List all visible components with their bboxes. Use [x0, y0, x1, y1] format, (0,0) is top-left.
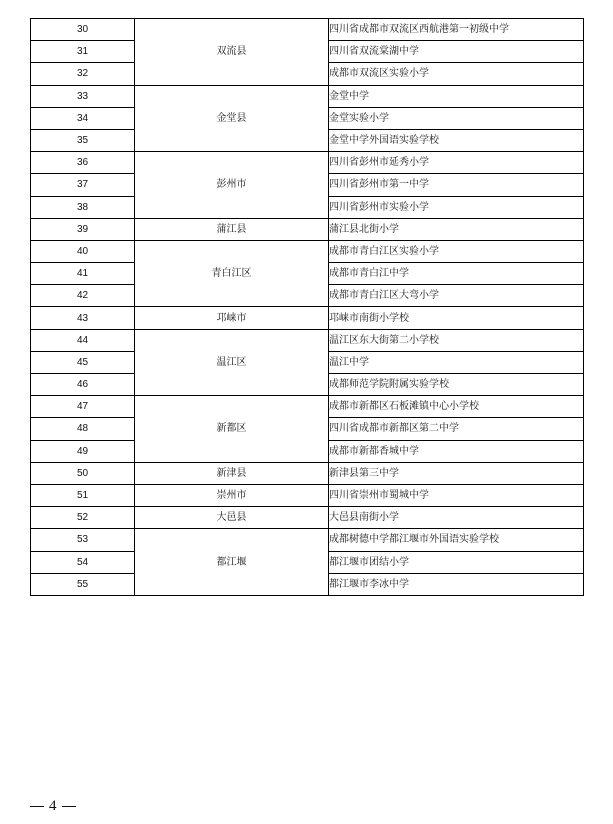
row-number-cell: 50 — [31, 462, 135, 484]
row-number-cell: 45 — [31, 351, 135, 373]
school-table — [30, 18, 584, 596]
table-row — [31, 307, 584, 329]
school-name-cell: 四川省双流棠湖中学 — [329, 41, 584, 63]
row-number-cell: 49 — [31, 440, 135, 462]
row-number-cell: 31 — [31, 41, 135, 63]
county-cell: 蒲江县 — [135, 218, 329, 240]
school-name-cell: 邛崃市南街小学校 — [329, 307, 584, 329]
row-number-cell: 47 — [31, 396, 135, 418]
school-name-cell: 温江区东大街第二小学校 — [329, 329, 584, 351]
county-cell: 温江区 — [135, 329, 329, 396]
row-number-cell: 51 — [31, 484, 135, 506]
row-number-cell: 30 — [31, 19, 135, 41]
school-name-cell: 成都市新都香城中学 — [329, 440, 584, 462]
row-number-cell: 34 — [31, 107, 135, 129]
table-row — [31, 462, 584, 484]
county-cell: 彭州市 — [135, 152, 329, 219]
row-number-cell: 48 — [31, 418, 135, 440]
county-cell: 金堂县 — [135, 85, 329, 152]
table-row — [31, 484, 584, 506]
school-name-cell: 四川省成都市双流区西航港第一初级中学 — [329, 19, 584, 41]
county-cell: 新津县 — [135, 462, 329, 484]
table-row — [31, 240, 584, 262]
school-name-cell: 四川省崇州市蜀城中学 — [329, 484, 584, 506]
school-name-cell: 都江堰市李冰中学 — [329, 573, 584, 595]
row-number-cell: 36 — [31, 152, 135, 174]
row-number-cell: 33 — [31, 85, 135, 107]
page-number — [30, 798, 76, 815]
school-name-cell: 成都树德中学都江堰市外国语实验学校 — [329, 529, 584, 551]
school-name-cell: 成都市双流区实验小学 — [329, 63, 584, 85]
row-number-cell: 40 — [31, 240, 135, 262]
table-row — [31, 19, 584, 41]
row-number-cell: 46 — [31, 374, 135, 396]
row-number-cell: 39 — [31, 218, 135, 240]
school-name-cell: 新津县第三中学 — [329, 462, 584, 484]
school-name-cell: 成都市青白江区实验小学 — [329, 240, 584, 262]
table-row — [31, 529, 584, 551]
county-cell: 新都区 — [135, 396, 329, 463]
row-number-cell: 41 — [31, 263, 135, 285]
school-name-cell: 四川省成都市新都区第二中学 — [329, 418, 584, 440]
county-cell: 双流县 — [135, 19, 329, 86]
school-name-cell: 金堂中学外国语实验学校 — [329, 129, 584, 151]
table-body — [31, 19, 584, 596]
school-name-cell: 成都师范学院附属实验学校 — [329, 374, 584, 396]
county-cell: 大邑县 — [135, 507, 329, 529]
row-number-cell: 53 — [31, 529, 135, 551]
row-number-cell: 52 — [31, 507, 135, 529]
table-row — [31, 85, 584, 107]
page-number-value: 4 — [49, 798, 57, 814]
county-cell: 邛崃市 — [135, 307, 329, 329]
table-row — [31, 507, 584, 529]
county-cell: 都江堰 — [135, 529, 329, 596]
county-cell: 崇州市 — [135, 484, 329, 506]
school-name-cell: 大邑县南街小学 — [329, 507, 584, 529]
table-row — [31, 152, 584, 174]
school-name-cell: 成都市新都区石板滩镇中心小学校 — [329, 396, 584, 418]
school-name-cell: 蒲江县北街小学 — [329, 218, 584, 240]
school-name-cell: 成都市青白江区大弯小学 — [329, 285, 584, 307]
school-name-cell: 金堂中学 — [329, 85, 584, 107]
page-number-dash-left — [30, 806, 44, 808]
table-row — [31, 396, 584, 418]
row-number-cell: 44 — [31, 329, 135, 351]
row-number-cell: 38 — [31, 196, 135, 218]
row-number-cell: 35 — [31, 129, 135, 151]
school-name-cell: 四川省彭州市第一中学 — [329, 174, 584, 196]
table-row — [31, 218, 584, 240]
school-name-cell: 四川省彭州市实验小学 — [329, 196, 584, 218]
school-name-cell: 金堂实验小学 — [329, 107, 584, 129]
row-number-cell: 37 — [31, 174, 135, 196]
table-row — [31, 329, 584, 351]
row-number-cell: 54 — [31, 551, 135, 573]
school-name-cell: 四川省彭州市延秀小学 — [329, 152, 584, 174]
row-number-cell: 55 — [31, 573, 135, 595]
page-number-dash-right — [62, 806, 76, 808]
row-number-cell: 42 — [31, 285, 135, 307]
county-cell: 青白江区 — [135, 240, 329, 307]
school-name-cell: 都江堰市团结小学 — [329, 551, 584, 573]
school-name-cell: 温江中学 — [329, 351, 584, 373]
row-number-cell: 43 — [31, 307, 135, 329]
row-number-cell: 32 — [31, 63, 135, 85]
school-name-cell: 成都市青白江中学 — [329, 263, 584, 285]
